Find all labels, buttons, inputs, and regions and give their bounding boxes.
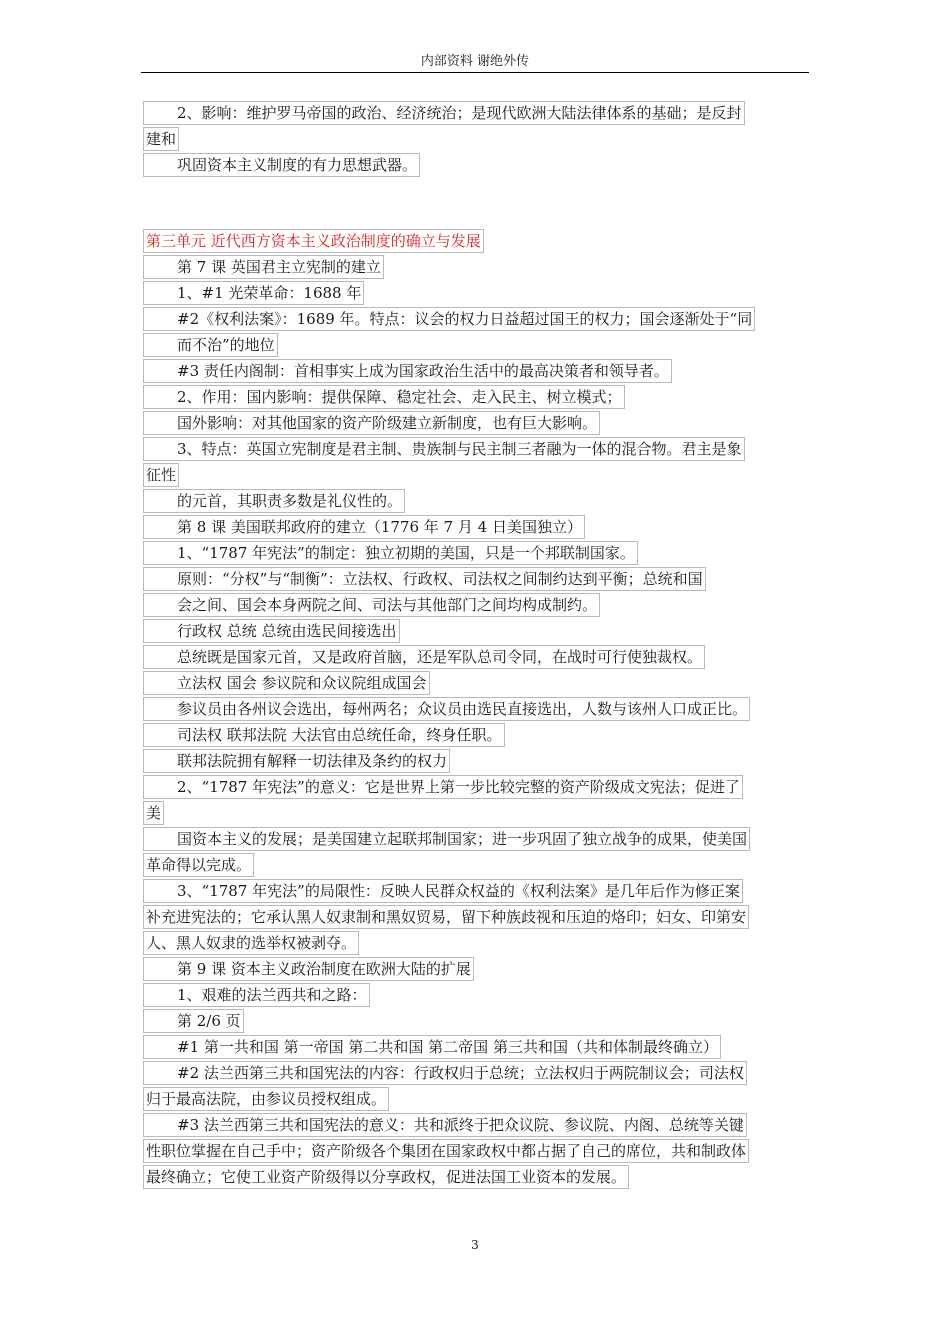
text-line [143, 619, 811, 645]
text-line [143, 931, 811, 957]
text-line [143, 645, 811, 671]
document-body [143, 101, 811, 1191]
text-line-content: 1、艰难的法兰西共和之路： [143, 983, 370, 1007]
text-line [143, 697, 811, 723]
text-line-content: #3 法兰西第三共和国宪法的意义：共和派终于把众议院、参议院、内阁、总统等关键 [143, 1113, 747, 1137]
text-line [143, 255, 811, 281]
text-line [143, 983, 811, 1009]
text-line-content: 会之间、国会本身两院之间、司法与其他部门之间均构成制约。 [143, 593, 600, 617]
text-line [143, 437, 811, 463]
text-line-content: 总统既是国家元首，又是政府首脑，还是军队总司令同，在战时可行使独裁权。 [143, 645, 705, 669]
text-line [143, 567, 811, 593]
page-number: 3 [471, 1238, 479, 1252]
text-line-content: 3、特点：英国立宪制度是君主制、贵族制与民主制三者融为一体的混合物。君主是象 [143, 437, 745, 461]
text-line-content: 2、“1787 年宪法”的意义：它是世界上第一步比较完整的资产阶级成文宪法；促进了 [143, 775, 743, 799]
text-line [143, 827, 811, 853]
text-line [143, 775, 811, 801]
text-line-content: 巩固资本主义制度的有力思想武器。 [143, 153, 420, 177]
text-line-content: 国资本主义的发展；是美国建立起联邦制国家；进一步巩固了独立战争的成果，使美国 [143, 827, 750, 851]
text-line-content: #2《权利法案》：1689 年。特点：议会的权力日益超过国王的权力；国会逐渐处于“同 [143, 307, 755, 331]
text-line-content: 原则：“分权”与“制衡”：立法权、行政权、司法权之间制约达到平衡；总统和国 [143, 567, 706, 591]
text-line [143, 127, 811, 153]
text-line-content: 第 7 课 英国君主立宪制的建立 [143, 255, 384, 279]
text-line-content: 联邦法院拥有解释一切法律及条约的权力 [143, 749, 450, 773]
paragraph-gap [143, 179, 811, 229]
text-line-content: 第 9 课 资本主义政治制度在欧洲大陆的扩展 [143, 957, 474, 981]
text-line [143, 671, 811, 697]
text-line [143, 541, 811, 567]
text-line-content: 征性 [143, 463, 179, 487]
text-line-content: 1、#1 光荣革命：1688 年 [143, 281, 364, 305]
text-line-content: 参议员由各州议会选出，每州两名；众议员由选民直接选出，人数与该州人口成正比。 [143, 697, 750, 721]
text-line [143, 957, 811, 983]
text-line [143, 489, 811, 515]
text-line [143, 515, 811, 541]
text-line-content: #2 法兰西第三共和国宪法的内容：行政权归于总统；立法权归于两院制议会；司法权 [143, 1061, 747, 1085]
text-line-content: 的元首，其职责多数是礼仪性的。 [143, 489, 405, 513]
text-line [143, 1009, 811, 1035]
text-line [143, 905, 811, 931]
text-line [143, 1061, 811, 1087]
text-line [143, 359, 811, 385]
text-line-content: 第 8 课 美国联邦政府的建立（1776 年 7 月 4 日美国独立） [143, 515, 585, 539]
text-line [143, 1165, 811, 1191]
text-line-content: 美 [143, 801, 164, 825]
text-line [143, 411, 811, 437]
text-line-content: 立法权 国会 参议院和众议院组成国会 [143, 671, 430, 695]
text-line [143, 801, 811, 827]
text-line [143, 723, 811, 749]
text-line [143, 879, 811, 905]
text-line-content: 3、“1787 年宪法”的局限性：反映人民群众权益的《权利法案》是几年后作为修正案 [143, 879, 743, 903]
text-line-content: 人、黑人奴隶的选举权被剥夺。 [143, 931, 359, 955]
text-line-content: 最终确立；它使工业资产阶级得以分享政权，促进法国工业资本的发展。 [143, 1165, 629, 1189]
page-header: 内部资料 谢绝外传 [141, 54, 809, 73]
text-line-content: 2、影响：维护罗马帝国的政治、经济统治；是现代欧洲大陆法律体系的基础；是反封 [143, 101, 745, 125]
text-line-content: 司法权 联邦法院 大法官由总统任命，终身任职。 [143, 723, 505, 747]
text-line-content: 行政权 总统 总统由选民间接选出 [143, 619, 400, 643]
text-line-content: 补充进宪法的；它承认黑人奴隶制和黑奴贸易，留下种族歧视和压迫的烙印；妇女、印第安 [143, 905, 749, 929]
text-line [143, 1139, 811, 1165]
text-line [143, 749, 811, 775]
text-line-content: 1、“1787 年宪法”的制定：独立初期的美国，只是一个邦联制国家。 [143, 541, 638, 565]
text-line [143, 307, 811, 333]
text-line-content: 2、作用：国内影响：提供保障、稳定社会、走入民主、树立模式； [143, 385, 625, 409]
section-heading [143, 229, 811, 255]
text-line [143, 593, 811, 619]
text-line-content: 归于最高法院，由参议员授权组成。 [143, 1087, 389, 1111]
text-line-content: 第三单元 近代西方资本主义政治制度的确立与发展 [143, 229, 484, 253]
text-line-content: 建和 [143, 127, 179, 151]
text-line [143, 853, 811, 879]
text-line [143, 1087, 811, 1113]
text-line [143, 281, 811, 307]
text-line-content: 而不治”的地位 [143, 333, 278, 357]
text-line [143, 1113, 811, 1139]
text-line-content: #1 第一共和国 第一帝国 第二共和国 第二帝国 第三共和国（共和体制最终确立） [143, 1035, 721, 1059]
text-line [143, 1035, 811, 1061]
text-line-content: 国外影响：对其他国家的资产阶级建立新制度，也有巨大影响。 [143, 411, 600, 435]
text-line [143, 101, 811, 127]
text-line-content: 第 2/6 页 [143, 1009, 244, 1033]
text-line [143, 463, 811, 489]
text-line [143, 153, 811, 179]
text-line-content: 性职位掌握在自己手中；资产阶级各个集团在国家政权中都占据了自己的席位，共和制政体 [143, 1139, 749, 1163]
text-line [143, 333, 811, 359]
text-line-content: #3 责任内阁制：首相事实上成为国家政治生活中的最高决策者和领导者。 [143, 359, 672, 383]
text-line-content: 革命得以完成。 [143, 853, 254, 877]
text-line [143, 385, 811, 411]
